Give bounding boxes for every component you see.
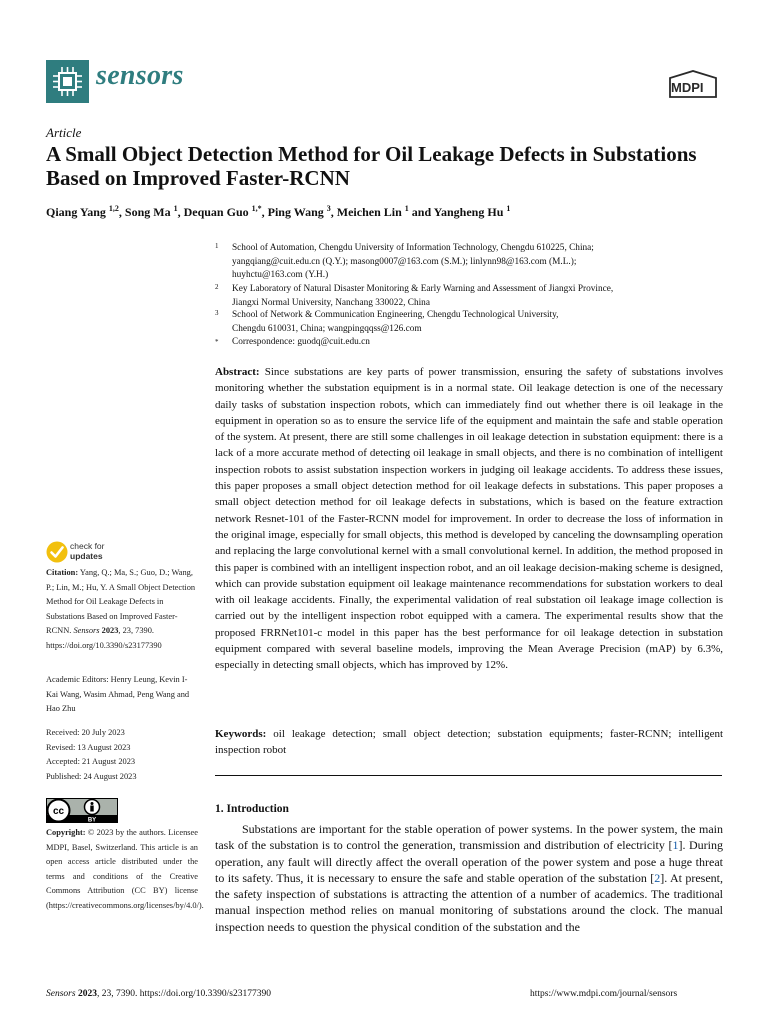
- author[interactable]: Song Ma $^1$: [124, 204, 178, 219]
- author[interactable]: Meichen Lin $^1$: [336, 204, 409, 219]
- intro-paragraph: Substations are important for the stable operation of power systems. In the power system, the main task of the substation is to control the generation, transmission and distribution of electricity [1]. During operation, any fault will directly affect the overall operation of the power system and pose a huge threat to its safety. Thus, it is necessary to ensure the safe and stable operation of the substation [2]. At present, the safety inspection of substations is attracting the attention of a number of academics. The traditional manual inspection method relies on manual monitoring of substations around the clock. The manual inspection needs to question the physical condition of the substation and the: [215, 822, 724, 934]
- cc-by-label: BY: [87, 817, 97, 823]
- author[interactable]: Qiang Yang $^{1,2}$: [46, 204, 119, 219]
- date-published: Published: 24 August 2023: [46, 771, 137, 781]
- cc-by-license-icon[interactable]: [46, 798, 118, 823]
- journal-name[interactable]: sensors: [96, 60, 184, 91]
- date-revised: Revised: 13 August 2023: [46, 742, 131, 752]
- citation-link[interactable]: 1: [672, 838, 679, 853]
- check-for-updates-icon[interactable]: [46, 541, 68, 563]
- footer-citation[interactable]: Sensors 2023, 23, 7390. https://doi.org/10.3390/s23177390: [46, 989, 271, 999]
- section-heading: 1. Introduction: [215, 803, 289, 815]
- article-type: Article: [46, 125, 82, 140]
- author-list: Qiang Yang $^{1,2}$, Song Ma $^1$, Dequan Guo $^{1,*}$, Ping Wang $^3$, Meichen Lin $^1$ and Yangheng Hu $^1$: [46, 204, 511, 219]
- affiliation-2: 2 Key Laboratory of Natural Disaster Monitoring & Early Warning and Assessment of Jiangxi Province, Jiangxi Normal University, Nanchang 330022, China: [215, 283, 614, 308]
- check-for-updates-button[interactable]: check for updates: [70, 541, 105, 561]
- author[interactable]: Ping Wang $^3$: [267, 204, 331, 219]
- keywords: [215, 726, 723, 758]
- citation-block: Citation: Yang, Q.; Ma, S.; Guo, D.; Wang, P.; Lin, M.; Hu, Y. A Small Object Detection Method for Oil Leakage Defects in Substations Based on Improved Faster-RCNN. Sensors 2023, 23, 7390. https://doi.org/10.3390/s23177390: [46, 568, 196, 650]
- author[interactable]: Yangheng Hu $^1$: [433, 204, 511, 219]
- publication-dates: [46, 726, 198, 784]
- abstract-text: Since substations are key parts of power transmission, ensuring the safety of substations involves monitoring whether the substation equipment is in a normal state. Oil leakage detection is one of the necessary daily tasks of substation inspection robots, which can immediately find out whether there is oil leakage in the equipment in operation so as to ensure the service life of the equipment and maintain the safe and stable operation of the system. At present, there are still some challenges in oil leakage detection in substation equipment: there is a lack of a more accurate method of detecting oil leakage in small objects, and there is no combination of intelligent inspection robots to assist substation inspection workers in judging oil leakage accidents. To address these issues, this paper proposes a small object detection method for oil leakage defects in substations. This paper proposes a small object detection method for oil leakage defects in substations, which is based on the feature extraction network Resnet-101 of the Faster-RCNN model for improvement. In order to decrease the loss of information in the original image, especially for small objects, this method is developed by canceling the downsampling operation and replacing the large convolutional kernel with a small convolutional kernel. In addition, the method proposed in this paper is combined with an intelligent inspection robot, and an oil leakage decision-making scheme is designed, which can provide substation equipment oil leakage maintenance recommendations for substation workers to deal with oil leakage accidents. Finally, the experimental validation of real substation oil leakage image collection is carried out by the intelligent inspection robot equipped with a camera. The experimental results show that the proposed FRRNet101-c model in this paper has the best performance for oil leakage detection in substation equipment compared with several baseline models, improving the Mean Average Precision (mAP) by 6.3%, especially in detecting small objects, which has improved by 12%.: [215, 366, 723, 672]
- sensors-chip-icon: [46, 60, 89, 103]
- abstract: [215, 364, 723, 674]
- keywords-text: oil leakage detection; small object detection; substation equipments; faster-RCNN; intelligent inspection robot: [215, 728, 724, 756]
- date-accepted: Accepted: 21 August 2023: [46, 757, 136, 766]
- publisher-logo-text: MDPI: [671, 80, 704, 95]
- affiliation-1: 1 School of Automation, Chengdu University of Information Technology, Chengdu 610225, China; yangqiang@cuit.edu.cn (Q.Y.); masong0007@163.com (S.M.); linlynn98@163.com (M.L.); huyhctu@163.com (Y.H.): [215, 242, 594, 281]
- paper-title: A Small Object Detection Method for Oil Leakage Defects in Substations Based on Improved Faster-RCNN: [46, 142, 697, 190]
- section-divider: [215, 775, 722, 776]
- svg-text:cc: cc: [52, 806, 65, 817]
- copyright-notice: Copyright: © 2023 by the authors. Licensee MDPI, Basel, Switzerland. This article is an open access article distributed under the terms and conditions of the Creative Commons Attribution (CC BY) license (https://creativecommons.org/licenses/by/4.0/).: [46, 828, 204, 910]
- affiliation-3: 3 School of Network & Communication Engineering, Chengdu Technological University, Chengdu 610031, China; wangpingqqss@126.com: [215, 309, 559, 334]
- academic-editors: Academic Editors: Henry Leung, Kevin I-Kai Wang, Wasim Ahmad, Peng Wang and Hao Zhu: [46, 675, 190, 713]
- correspondence: * Correspondence: guodq@cuit.edu.cn: [215, 337, 370, 347]
- author[interactable]: Dequan Guo $^{1,*}$: [183, 204, 262, 219]
- keywords-label: Keywords:: [215, 728, 267, 740]
- footer-journal-url[interactable]: https://www.mdpi.com/journal/sensors: [530, 989, 678, 999]
- journal-logo: [46, 60, 89, 103]
- date-received: Received: 20 July 2023: [46, 728, 125, 737]
- abstract-label: Abstract:: [215, 366, 260, 378]
- citation-link[interactable]: 2: [654, 870, 661, 885]
